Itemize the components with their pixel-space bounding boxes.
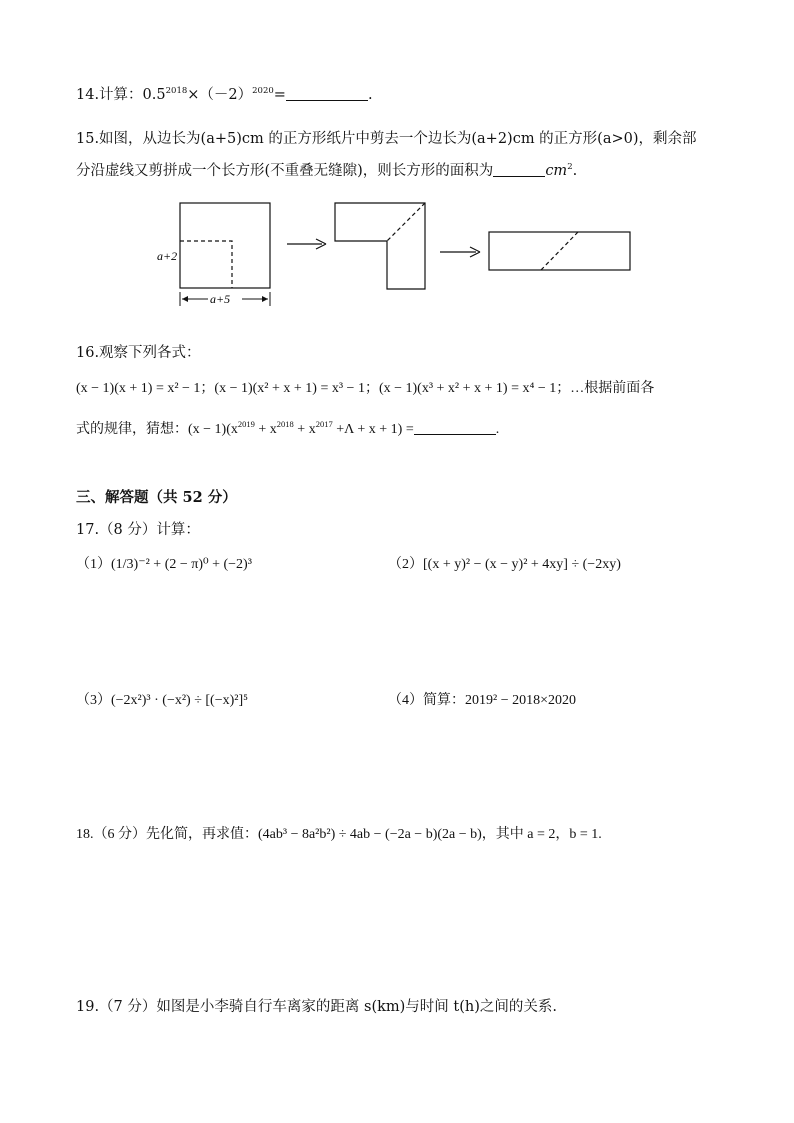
answer-blank-16[interactable] (414, 420, 496, 435)
q16-exp-2018: 2018 (276, 419, 294, 429)
question-17-head: 17.（8 分）计算： (76, 522, 200, 538)
q17-part-4: （4）简算：2019² − 2018×2020 (388, 693, 576, 708)
q16-exp-2017: 2017 (315, 419, 333, 429)
q14-exponent-1: 2018 (165, 86, 188, 96)
question-16-title: 16.观察下列各式： (76, 345, 201, 361)
answer-blank-14[interactable] (286, 86, 368, 101)
q15-unit-exponent: 2 (567, 162, 573, 172)
question-18: 18.（6 分）先化简，再求值：(4ab³ − 8a²b²) ÷ 4ab − (−2a − b)(2a − b)，其中 a = 2，b = 1. (76, 827, 602, 842)
q16-exp-2019: 2019 (237, 419, 255, 429)
q14-prefix: 14.计算：0.5 (76, 87, 166, 103)
q15-line2-prefix: 分沿虚线又剪拼成一个长方形(不重叠无缝隙)，则长方形的面积为 (76, 163, 494, 179)
q14-exponent-2: 2020 (252, 86, 274, 96)
outer-square (180, 203, 270, 288)
label-a-plus-5: a+5 (210, 292, 231, 306)
q16-term-2: + x (254, 422, 277, 437)
q17-part-1: （1）(1/3)⁻² + (2 − π)⁰ + (−2)³ (76, 557, 252, 572)
q15-unit: cm (545, 163, 568, 179)
question-16-guess (76, 418, 499, 438)
l-shape-cut-line (387, 203, 425, 241)
inner-square-dashed (180, 241, 232, 288)
q17-part-3: （3）(−2x²)³ · (−x²) ÷ [(−x)²]⁵ (76, 693, 248, 708)
q15-diagram (150, 196, 640, 316)
dimension-arrow-right (262, 296, 268, 302)
question-14 (76, 83, 373, 104)
q16-line3-prefix: 式的规律，猜想：(x − 1)(x (76, 422, 238, 437)
q16-end: . (495, 422, 500, 437)
q14-end: . (367, 87, 373, 103)
question-15-line-1: 15.如图，从边长为(a+5)cm 的正方形纸片中剪去一个边长为(a+2)cm 的正方形(a>0)，剩余部 (76, 131, 697, 147)
q14-equals: = (273, 87, 286, 103)
label-a-plus-2: a+2 (157, 249, 178, 263)
rectangle-cut-line (541, 232, 578, 270)
dimension-arrow-left (182, 296, 188, 302)
q16-term-4: +Λ + x + 1) = (332, 422, 414, 437)
q16-term-3: + x (293, 422, 316, 437)
q14-mid: ×（－2） (187, 87, 253, 103)
result-rectangle (489, 232, 630, 270)
question-19: 19.（7 分）如图是小李骑自行车离家的距离 s(km)与时间 t(h)之间的关系. (76, 999, 557, 1015)
question-15-line-2 (76, 159, 577, 180)
question-16-formulas: (x − 1)(x + 1) = x² − 1；(x − 1)(x² + x + 1) = x³ − 1；(x − 1)(x³ + x² + x + 1) = x⁴ − 1；…根据前面各 (76, 381, 655, 396)
q15-end: . (572, 163, 578, 179)
answer-blank-15[interactable] (493, 162, 545, 177)
section-3-title: 三、解答题（共 52 分） (76, 489, 237, 506)
l-shape (335, 203, 425, 289)
q17-part-2: （2）[(x + y)² − (x − y)² + 4xy] ÷ (−2xy) (388, 557, 621, 572)
